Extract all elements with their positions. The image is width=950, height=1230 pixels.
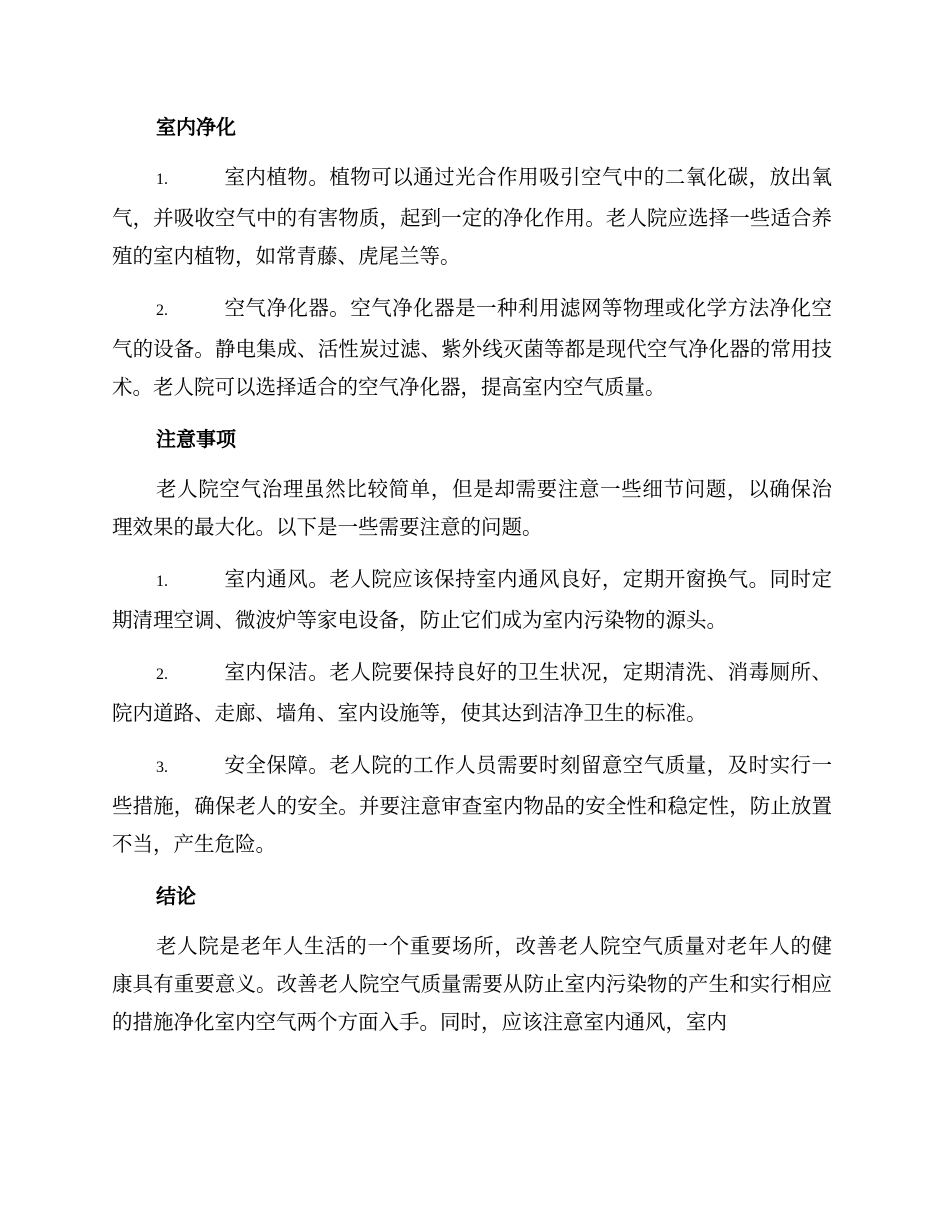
- list-item-text: 安全保障。老人院的工作人员需要时刻留意空气质量，及时实行一些措施，确保老人的安全。并要注意审查室内物品的安全性和稳定性，防止放置不当，产生危险。: [112, 753, 832, 856]
- list-item: [112, 746, 832, 863]
- list-item-text: 室内保洁。老人院要保持良好的卫生状况，定期清洗、消毒厕所、院内道路、走廊、墙角、室内设施等，使其达到洁净卫生的标准。: [112, 660, 832, 725]
- list-item-text: 室内植物。植物可以通过光合作用吸引空气中的二氧化碳，放出氧气，并吸收空气中的有害物质，起到一定的净化作用。老人院应选择一些适合养殖的室内植物，如常青藤、虎尾兰等。: [112, 165, 832, 268]
- list-item: [112, 653, 832, 732]
- list-number: 2.: [156, 302, 168, 319]
- document-page: [112, 108, 832, 1055]
- section-intro-paragraph: 老人院空气治理虽然比较简单，但是却需要注意一些细节问题，以确保治理效果的最大化。以下是一些需要注意的问题。: [112, 477, 832, 539]
- list-number: 1.: [156, 171, 168, 188]
- list-item-text: 室内通风。老人院应该保持室内通风良好，定期开窗换气。同时定期清理空调、微波炉等家电设备，防止它们成为室内污染物的源头。: [112, 567, 832, 632]
- list-number: 3.: [156, 759, 168, 776]
- section-heading-notes: 注意事项: [156, 427, 236, 451]
- section-heading-purification: 室内净化: [156, 115, 236, 139]
- list-item-text: 空气净化器。空气净化器是一种利用滤网等物理或化学方法净化空气的设备。静电集成、活性炭过滤、紫外线灭菌等都是现代空气净化器的常用技术。老人院可以选择适合的空气净化器，提高室内空气质量。: [112, 296, 832, 399]
- conclusion-paragraph: 老人院是老年人生活的一个重要场所，改善老人院空气质量对老年人的健康具有重要意义。改善老人院空气质量需要从防止室内污染物的产生和实行相应的措施净化室内空气两个方面入手。同时，应该注意室内通风，室内: [112, 934, 832, 1034]
- list-number: 2.: [156, 666, 168, 683]
- list-item: [112, 158, 832, 275]
- list-number: 1.: [156, 573, 168, 590]
- section-heading-conclusion: 结论: [156, 884, 196, 908]
- list-item: [112, 560, 832, 639]
- list-item: [112, 289, 832, 406]
